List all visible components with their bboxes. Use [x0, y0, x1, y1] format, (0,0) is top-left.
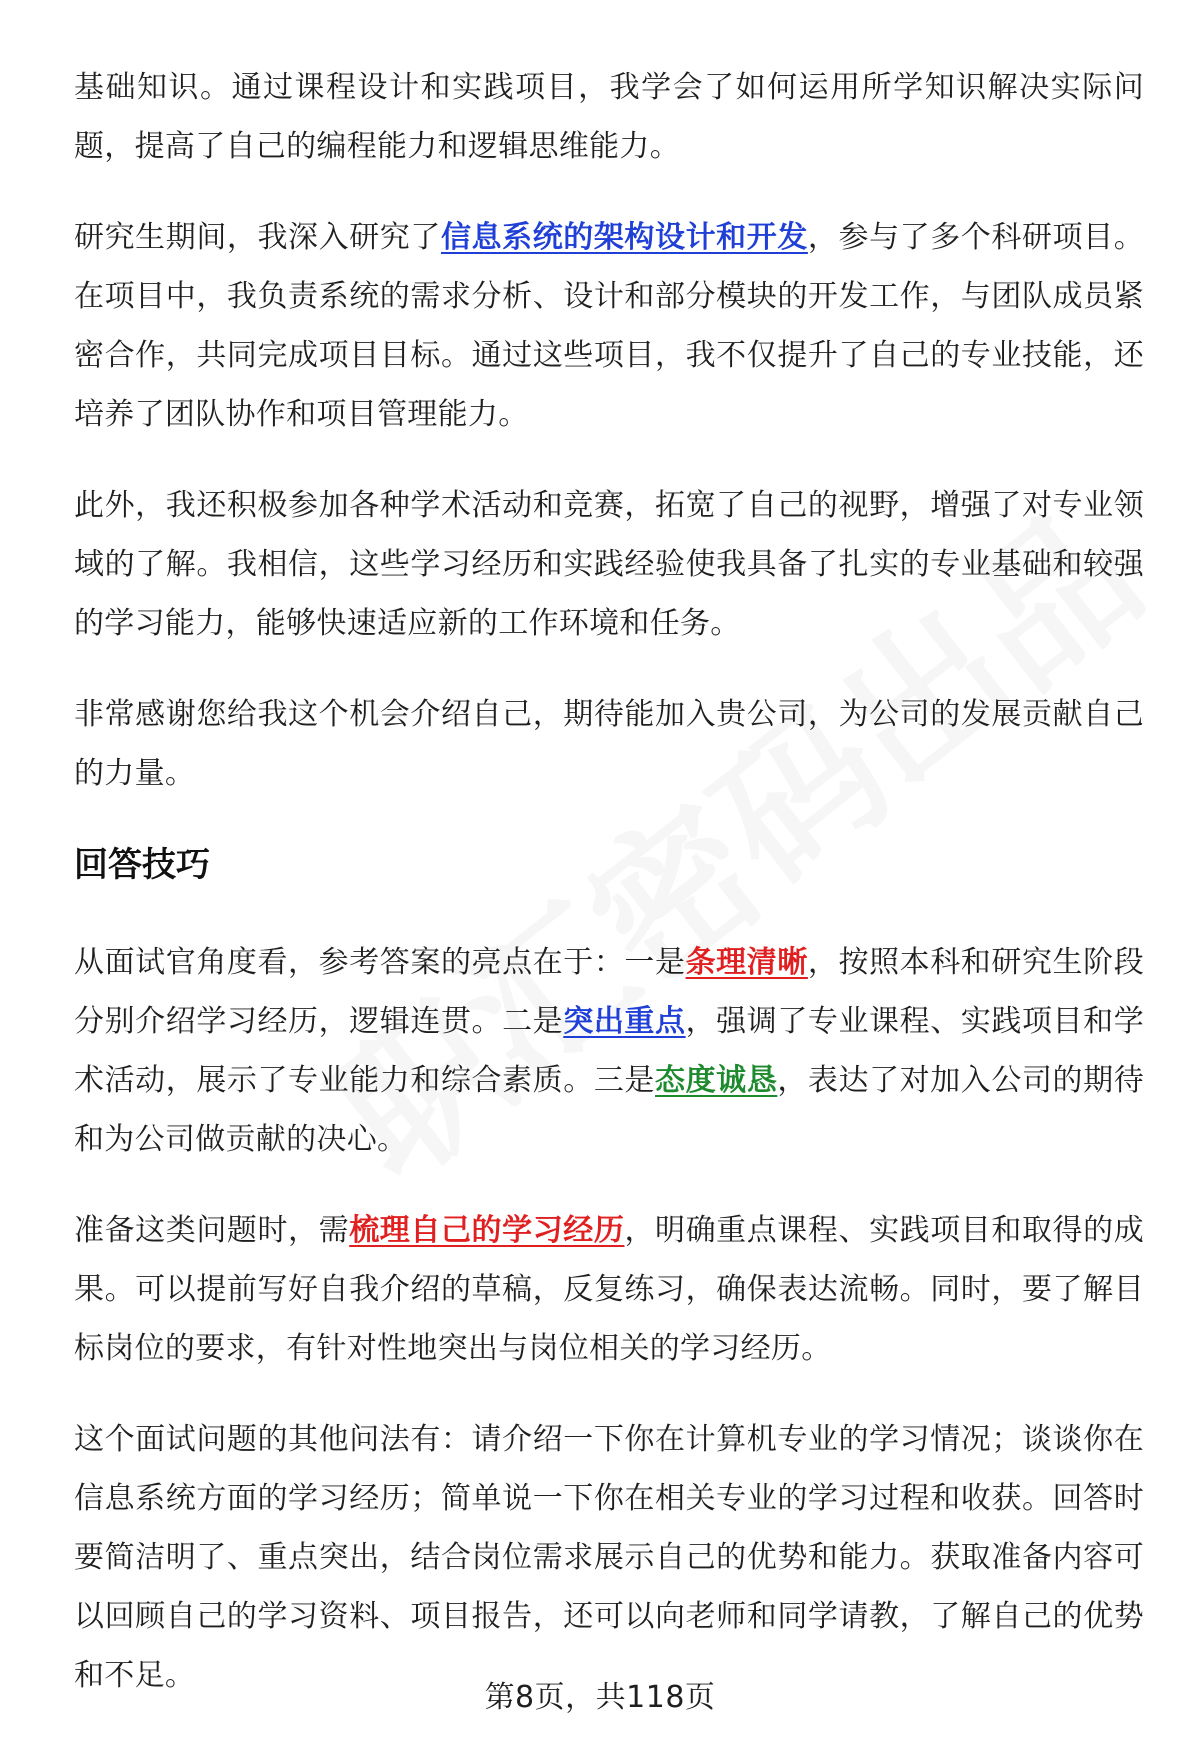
text-segment: ，按照本科和研究生阶段分别介绍学习经历，逻辑连贯。二是 [74, 945, 1144, 1039]
text-segment: 研究生期间，我深入研究了 [74, 220, 441, 255]
paragraph-activities: 此外，我还积极参加各种学术活动和竞赛，拓宽了自己的视野，增强了对专业领域的了解。我相信，这些学习经历和实践经验使我具备了扎实的专业基础和较强的学习能力，能够快速适应新的工作环境和任务。 [74, 488, 1144, 641]
paragraph-undergrad: 基础知识。通过课程设计和实践项目，我学会了如何运用所学知识解决实际问题，提高了自己的编程能力和逻辑思维能力。 [74, 70, 1144, 164]
highlight-review-experience: 梳理自己的学习经历 [349, 1213, 625, 1248]
paragraph-tips-highlights [74, 933, 1144, 1169]
paragraph-graduate [74, 208, 1144, 444]
page-number: 第8页，共118页 [484, 1680, 716, 1715]
text-segment: ，参与了多个科研项目。在项目中，我负责系统的需求分析、设计和部分模块的开发工作，与团队成员紧密合作，共同完成项目目标。通过这些项目，我不仅提升了自己的专业技能，还培养了团队协作和项目管理能力。 [74, 220, 1144, 432]
highlight-key-points: 突出重点 [563, 1004, 686, 1039]
text-segment: 准备这类问题时，需 [74, 1213, 350, 1248]
paragraph-tips-preparation [74, 1201, 1144, 1378]
text-segment: ，表达了对加入公司的期待和为公司做贡献的决心。 [74, 1063, 1144, 1157]
paragraph-tips-alternatives: 这个面试问题的其他问法有：请介绍一下你在计算机专业的学习情况；谈谈你在信息系统方面的学习经历；简单说一下你在相关专业的学习过程和收获。回答时要简洁明了、重点突出，结合岗位需求展示自己的优势和能力。获取准备内容可以回顾自己的学习资料、项目报告，还可以向老师和同学请教，了解自己的优势和不足。 [74, 1422, 1144, 1693]
paragraph-closing: 非常感谢您给我这个机会介绍自己，期待能加入贵公司，为公司的发展贡献自己的力量。 [74, 697, 1144, 791]
text-segment: ，明确重点课程、实践项目和取得的成果。可以提前写好自我介绍的草稿，反复练习，确保表达流畅。同时，要了解目标岗位的要求，有针对性地突出与岗位相关的学习经历。 [74, 1213, 1145, 1366]
highlight-research-topic: 信息系统的架构设计和开发 [440, 220, 808, 255]
section-title: 回答技巧 [74, 845, 210, 885]
text-segment: 从面试官角度看，参考答案的亮点在于：一是 [74, 945, 686, 980]
highlight-sincere-attitude: 态度诚恳 [655, 1063, 778, 1098]
document-body [74, 58, 1144, 1737]
highlight-clear-structure: 条理清晰 [685, 945, 808, 980]
text-segment: ，强调了专业课程、实践项目和学术活动，展示了专业能力和综合素质。三是 [74, 1004, 1144, 1098]
